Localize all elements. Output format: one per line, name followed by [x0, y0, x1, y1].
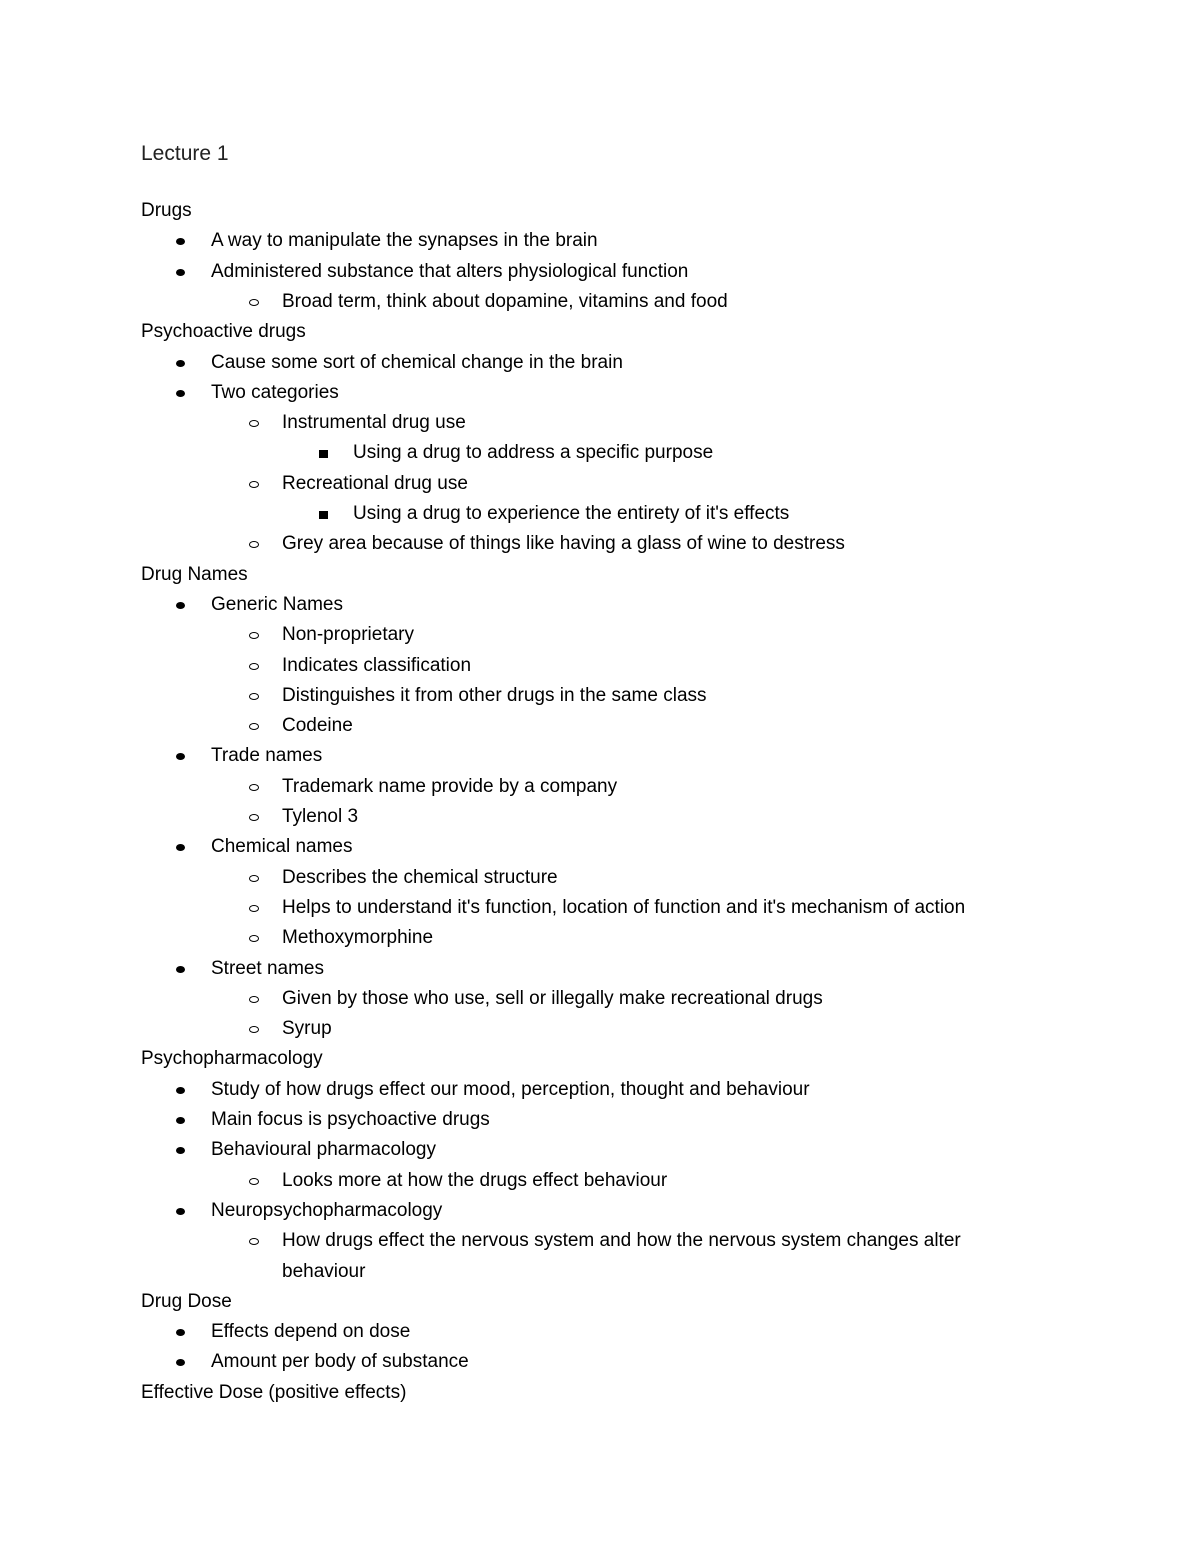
sub-list-item — [282, 1166, 667, 1196]
line-text: Using a drug to experience the entirety of it's effects — [353, 503, 790, 524]
line-text: Two categories — [211, 382, 339, 403]
line-text: Given by those who use, sell or illegally make recreational drugs — [282, 988, 823, 1009]
line-text: Codeine — [282, 715, 353, 736]
sub-list-item — [282, 681, 707, 711]
line-text: Generic Names — [211, 594, 343, 615]
hollow-circle-bullet-icon — [249, 996, 259, 1003]
section-heading — [141, 196, 192, 226]
list-item — [211, 226, 598, 256]
filled-circle-bullet-icon — [176, 602, 185, 609]
line-text: Looks more at how the drugs effect behaviour — [282, 1170, 668, 1191]
line-text: Drugs — [141, 200, 192, 221]
sub-list-item — [282, 802, 358, 832]
filled-circle-bullet-icon — [176, 1329, 185, 1336]
list-item — [211, 378, 339, 408]
line-text: Drug Dose — [141, 1291, 232, 1312]
list-item — [211, 1347, 469, 1377]
line-text: Psychoactive drugs — [141, 321, 306, 342]
line-text: Trademark name provide by a company — [282, 776, 618, 797]
list-item — [211, 1105, 490, 1135]
line-text: Administered substance that alters physiological function — [211, 261, 689, 282]
sub-list-item — [282, 1014, 332, 1044]
hollow-circle-bullet-icon — [249, 693, 259, 700]
line-text: Street names — [211, 958, 324, 979]
hollow-circle-bullet-icon — [249, 1026, 259, 1033]
sub-list-item — [282, 620, 414, 650]
section-heading — [141, 1378, 406, 1408]
line-text: Indicates classification — [282, 655, 472, 676]
line-text: Tylenol 3 — [282, 806, 359, 827]
hollow-circle-bullet-icon — [249, 299, 259, 306]
line-text: Distinguishes it from other drugs in the same class — [282, 685, 707, 706]
sub-sub-list-item — [353, 499, 789, 529]
line-text: Neuropsychopharmacology — [211, 1200, 443, 1221]
list-item-continuation — [282, 1257, 365, 1287]
line-text: Drug Names — [141, 564, 248, 585]
list-item — [211, 954, 324, 984]
list-item — [211, 257, 688, 287]
list-item — [211, 590, 343, 620]
line-text: Using a drug to address a specific purpose — [353, 442, 714, 463]
line-text: Methoxymorphine — [282, 927, 434, 948]
line-text: Study of how drugs effect our mood, perception, thought and behaviour — [211, 1079, 810, 1100]
filled-circle-bullet-icon — [176, 1147, 185, 1154]
line-text: Effects depend on dose — [211, 1321, 411, 1342]
sub-list-item — [282, 651, 471, 681]
filled-circle-bullet-icon — [176, 1087, 185, 1094]
line-text: Behavioural pharmacology — [211, 1139, 436, 1160]
line-text: Amount per body of substance — [211, 1351, 469, 1372]
hollow-circle-bullet-icon — [249, 1178, 259, 1185]
line-text: Syrup — [282, 1018, 332, 1039]
sub-list-item — [282, 711, 353, 741]
list-item — [211, 1317, 410, 1347]
line-text: Psychopharmacology — [141, 1048, 323, 1069]
line-text: Effective Dose (positive effects) — [141, 1382, 407, 1403]
line-text: Instrumental drug use — [282, 412, 466, 433]
line-text: Describes the chemical structure — [282, 867, 558, 888]
line-text: Cause some sort of chemical change in the brain — [211, 352, 623, 373]
hollow-circle-bullet-icon — [249, 814, 259, 821]
line-text: Chemical names — [211, 836, 353, 857]
hollow-circle-bullet-icon — [249, 1238, 259, 1245]
filled-circle-bullet-icon — [176, 753, 185, 760]
filled-circle-bullet-icon — [176, 1117, 185, 1124]
sub-list-item — [282, 1226, 961, 1256]
line-text: behaviour — [282, 1261, 366, 1282]
sub-list-item — [282, 984, 823, 1014]
filled-circle-bullet-icon — [176, 844, 185, 851]
hollow-circle-bullet-icon — [249, 541, 259, 548]
hollow-circle-bullet-icon — [249, 784, 259, 791]
line-text: Main focus is psychoactive drugs — [211, 1109, 490, 1130]
sub-list-item — [282, 408, 466, 438]
square-bullet-icon — [319, 450, 328, 458]
hollow-circle-bullet-icon — [249, 723, 259, 730]
sub-list-item — [282, 923, 433, 953]
line-text: Trade names — [211, 745, 323, 766]
sub-list-item — [282, 893, 965, 923]
hollow-circle-bullet-icon — [249, 632, 259, 639]
filled-circle-bullet-icon — [176, 1208, 185, 1215]
list-item — [211, 1135, 436, 1165]
sub-list-item — [282, 469, 468, 499]
filled-circle-bullet-icon — [176, 1359, 185, 1366]
hollow-circle-bullet-icon — [249, 481, 259, 488]
sub-sub-list-item — [353, 438, 713, 468]
sub-list-item — [282, 863, 558, 893]
line-text: Recreational drug use — [282, 473, 468, 494]
filled-circle-bullet-icon — [176, 238, 185, 245]
hollow-circle-bullet-icon — [249, 663, 259, 670]
list-item — [211, 741, 322, 771]
filled-circle-bullet-icon — [176, 966, 185, 973]
sub-list-item — [282, 772, 617, 802]
line-text: Grey area because of things like having a glass of wine to destress — [282, 533, 845, 554]
square-bullet-icon — [319, 511, 328, 519]
document-title: Lecture 1 — [141, 142, 229, 165]
filled-circle-bullet-icon — [176, 390, 185, 397]
hollow-circle-bullet-icon — [249, 935, 259, 942]
hollow-circle-bullet-icon — [249, 875, 259, 882]
line-text: A way to manipulate the synapses in the brain — [211, 230, 598, 251]
line-text: How drugs effect the nervous system and how the nervous system changes alter — [282, 1230, 961, 1251]
section-heading — [141, 1287, 232, 1317]
sub-list-item — [282, 287, 728, 317]
hollow-circle-bullet-icon — [249, 905, 259, 912]
list-item — [211, 832, 353, 862]
list-item — [211, 1075, 810, 1105]
filled-circle-bullet-icon — [176, 269, 185, 276]
hollow-circle-bullet-icon — [249, 420, 259, 427]
sub-list-item — [282, 529, 845, 559]
section-heading — [141, 1044, 323, 1074]
list-item — [211, 1196, 442, 1226]
section-heading — [141, 560, 248, 590]
filled-circle-bullet-icon — [176, 360, 185, 367]
line-text: Helps to understand it's function, location of function and it's mechanism of action — [282, 897, 966, 918]
section-heading — [141, 317, 306, 347]
line-text: Non-proprietary — [282, 624, 414, 645]
list-item — [211, 348, 623, 378]
line-text: Broad term, think about dopamine, vitamins and food — [282, 291, 728, 312]
